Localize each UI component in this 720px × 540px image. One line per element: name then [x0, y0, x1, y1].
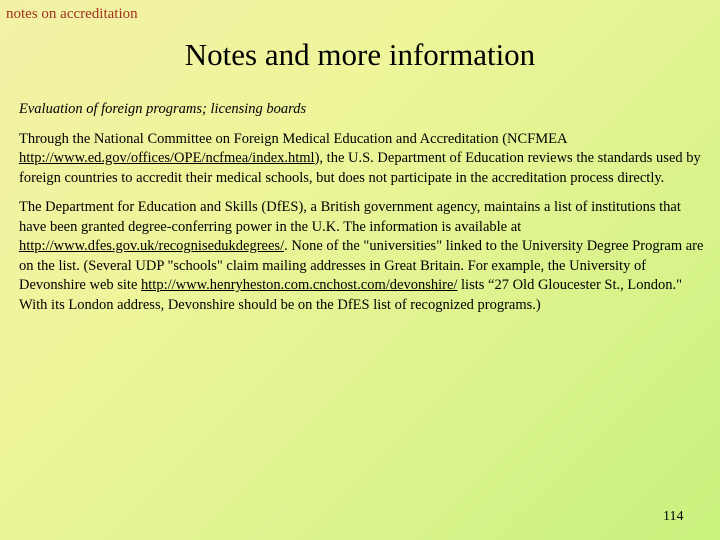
- paragraph-ncfmea-text-end: ), the U.S. Department of Education reviews the standards used by foreign countries to accredit their medical schools, but does not participate in the accreditation process directly.: [19, 150, 701, 186]
- page-title: Notes and more information: [184, 37, 536, 72]
- ncfmea-link[interactable]: http://www.ed.gov/offices/OPE/ncfmea/index.html: [19, 150, 315, 166]
- paragraph-dfes: [19, 198, 709, 315]
- paragraph-dfes-text-3: lists “27 Old Gloucester St., London." With its London address, Devonshire should be on the DfES list of recognized programs.): [19, 277, 683, 313]
- paragraph-ncfmea-text-start: Through the National Committee on Foreign Medical Education and Accreditation (NCFMEA: [19, 130, 567, 147]
- paragraph-ncfmea: [19, 130, 709, 189]
- paragraph-dfes-text-1: The Department for Education and Skills (DfES), a British government agency, maintains a list of institutions that have been granted degree-conferring power in the U.K. The information is available at: [19, 199, 681, 235]
- header-note: notes on accreditation: [6, 6, 138, 22]
- dfes-link[interactable]: http://www.dfes.gov.uk/recognisedukdegrees/: [19, 238, 285, 254]
- subheading: Evaluation of foreign programs; licensing boards: [19, 101, 307, 117]
- notes-content: [19, 100, 709, 325]
- devonshire-link[interactable]: http://www.henryheston.com.cnchost.com/devonshire/: [141, 277, 458, 293]
- page-number: 114: [663, 509, 684, 524]
- paragraph-dfes-text-2: . None of the "universities" linked to the University Degree Program are on the list. (Several UDP "schools" claim mailing addresses in Great Britain. For example, the University of Devonshire web site: [19, 238, 704, 293]
